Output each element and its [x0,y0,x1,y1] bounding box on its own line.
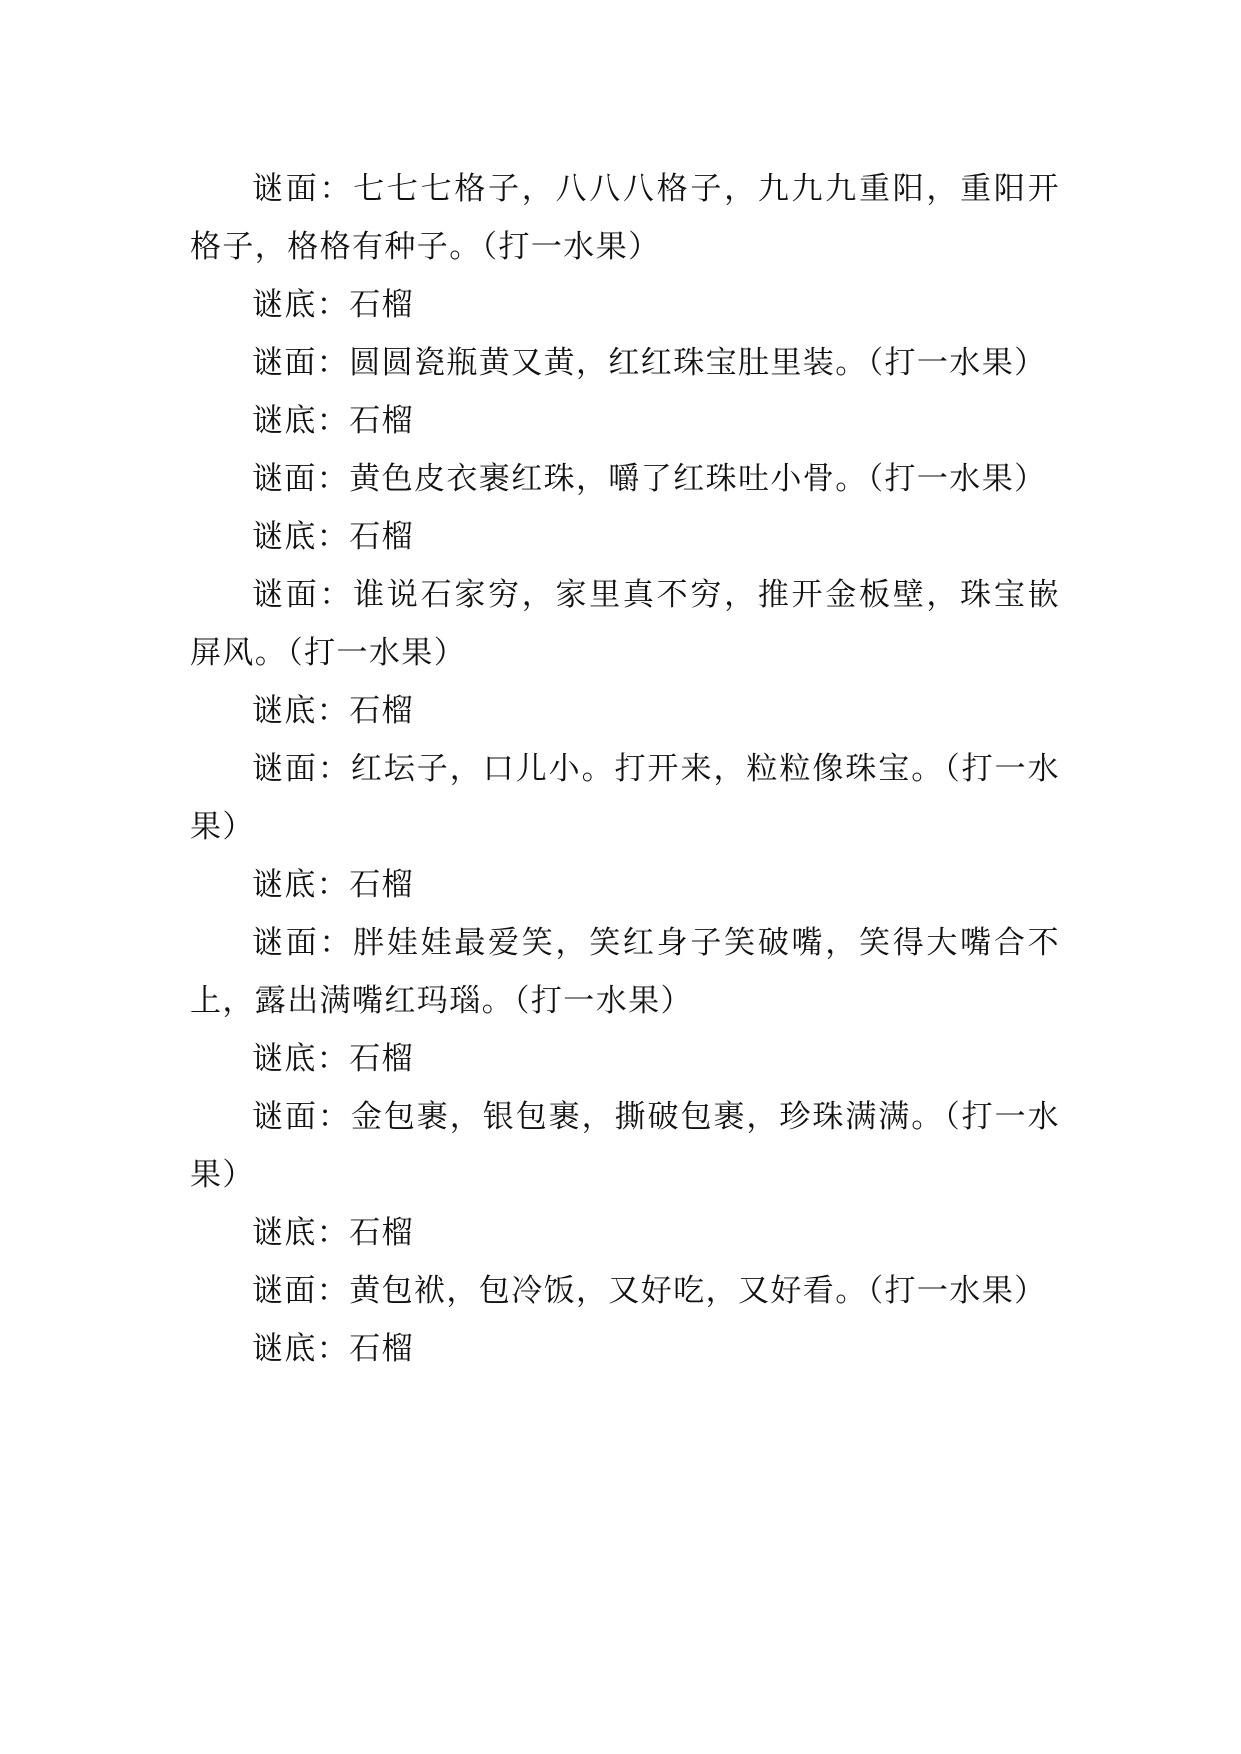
riddle-answer: 谜底：石榴 [252,1215,414,1251]
riddle-answer: 谜底：石榴 [252,693,414,729]
riddle-question: 谜面：七七七格子，八八八格子，九九九重阳，重阳开格子，格格有种子。（打一水果） [190,171,1060,265]
riddle-answer: 谜底：石榴 [252,287,414,323]
riddle-question: 谜面：圆圆瓷瓶黄又黄，红红珠宝肚里装。（打一水果） [252,345,1047,381]
riddle-question: 谜面：金包裹，银包裹，撕破包裹，珍珠满满。（打一水果） [190,1099,1060,1193]
document-body [190,160,1060,1378]
riddle-answer: 谜底：石榴 [252,1041,414,1077]
riddle-answer: 谜底：石榴 [252,519,414,555]
riddle-question: 谜面：黄包袱，包冷饭，又好吃，又好看。（打一水果） [252,1273,1047,1309]
riddle-question: 谜面：黄色皮衣裹红珠，嚼了红珠吐小骨。（打一水果） [252,461,1047,497]
riddle-question: 谜面：胖娃娃最爱笑，笑红身子笑破嘴，笑得大嘴合不上，露出满嘴红玛瑙。（打一水果） [190,925,1060,1019]
riddle-answer: 谜底：石榴 [252,403,414,439]
riddle-answer: 谜底：石榴 [252,1331,414,1367]
riddle-question: 谜面：红坛子，口儿小。打开来，粒粒像珠宝。（打一水果） [190,751,1060,845]
riddle-answer: 谜底：石榴 [252,867,414,903]
riddle-question: 谜面：谁说石家穷，家里真不穷，推开金板壁，珠宝嵌屏风。（打一水果） [190,577,1060,671]
